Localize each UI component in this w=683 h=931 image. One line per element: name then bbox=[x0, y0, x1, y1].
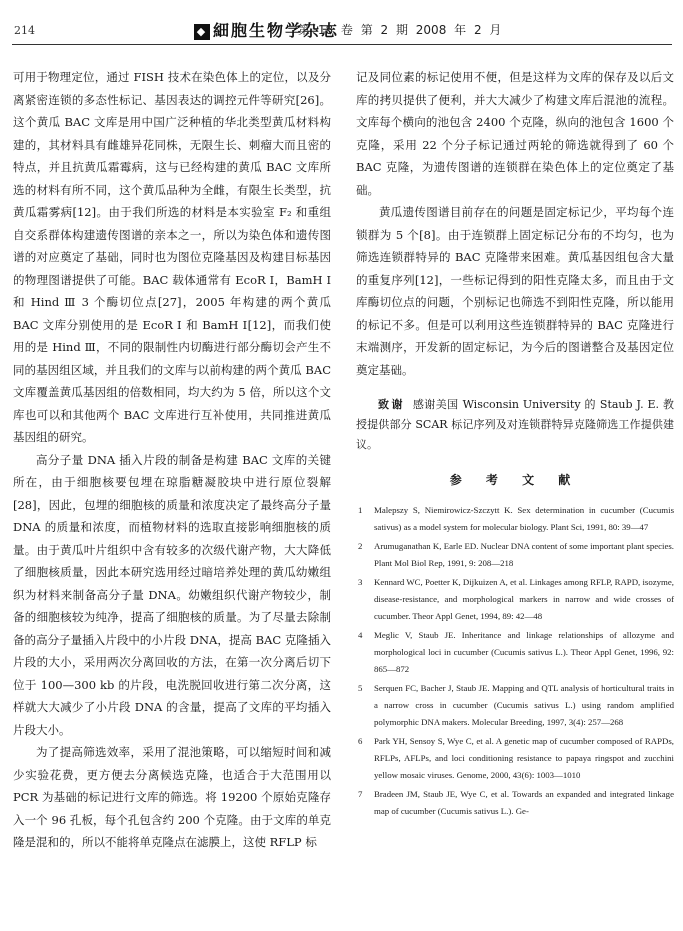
page-number: 214 bbox=[14, 24, 35, 37]
reference-number: 1 bbox=[358, 504, 363, 515]
reference-item bbox=[356, 502, 674, 536]
reference-item bbox=[356, 574, 674, 625]
reference-text: Arumuganathan K, Earle ED. Nuclear DNA content of some important plant species. Plant Mol Biol Rep, 1991, 9: 208—218 bbox=[374, 540, 674, 568]
body-paragraph: 记及同位素的标记使用不便，但是这样为文库的保存及以后文库的拷贝提供了便利，并大大减少了构建文库后混池的流程。文库每个横向的池包含 2400 个克隆，纵向的池包含 1600 个克隆，采用 22 个分子标记通过两轮的筛选就得到了 60 个 BAC 克隆，为遗传图谱的连锁群在染色体上的定位奠定了基础。 bbox=[356, 70, 674, 197]
reference-text: Kennard WC, Poetter K, Dijkuizen A, et al. Linkages among RFLP, RAPD, isozyme, disease-resistance, and morphological markers in narrow and wide crosses of cucumber. Theor Appl Genet, 1994, 89: 42—48 bbox=[374, 576, 674, 621]
reference-text: Bradeen JM, Staub JE, Wye C, et al. Towards an expanded and integrated linkage map of cucumber (Cucumis sativus L.). Ge- bbox=[374, 788, 674, 816]
reference-number: 2 bbox=[358, 540, 363, 551]
journal-name: 細胞生物学杂志 bbox=[213, 21, 340, 40]
body-paragraph: 可用于物理定位，通过 FISH 技术在染色体上的定位，以及分离紧密连锁的多态性标记、基因表达的调控元件等研究[26]。这个黄瓜 BAC 文库是用中国广泛种植的华北类型黄瓜材料构建的，其材料具有雌雄异花同株，无限生长、刺瘤大而且密的特点，并且抗黄瓜霜霉病，这与已经构建的黄瓜 BAC 文库所选的材料有所不同，这个黄瓜品种为全雌，有限生长类型，抗黄瓜霜雾病[12]。由于我们所选的材料是本实验室 F₂ 和重组自交系群体构建遗传图谱的亲本之一，所以为染色体和遗传图谱的对应奠定了基础，同时也为图位克隆基因及构建目标基因的物理图谱提供了可能。BAC 载体通常有 EcoR Ⅰ，BamH Ⅰ和 Hind Ⅲ 3 个酶切位点[27]，2005 年构建的两个黄瓜 BAC 文库分别使用的是 EcoR Ⅰ 和 BamH Ⅰ[12]，而我们使用的是 Hind Ⅲ，不同的限制性内切酶进行部分酶切会产生不同的基因组区域，并且我们的文库与以前构建的两个黄瓜 BAC 文库覆盖黄瓜基因组的倍数相同，均大约为 5 倍，所以这个文库也可以和其他两个 BAC 文库进行互补使用，共同推进黄瓜基因组的研究。 bbox=[13, 70, 331, 444]
reference-text: Malepszy S, Niemirowicz-Szczytt K. Sex determination in cucumber (Cucumis sativus) as a model system for molecular biology. Plant Sci, 1991, 80: 39—47 bbox=[374, 504, 674, 532]
reference-item bbox=[356, 680, 674, 731]
reference-item bbox=[356, 786, 674, 820]
references-title: 参 考 文 献 bbox=[449, 473, 581, 487]
reference-number: 6 bbox=[358, 735, 363, 746]
reference-number: 3 bbox=[358, 576, 363, 587]
acknowledgement-label: 致谢 bbox=[378, 398, 405, 411]
body-paragraph: 黄瓜遗传图谱目前存在的问题是固定标记少，平均每个连锁群为 5 个[8]。由于连锁群上固定标记分布的不均匀，也为筛选连锁群特异的 BAC 克隆带来困难。黄瓜基因组包含大量的重复序列[12]，一些标记得到的阳性克隆太多，而且由于文库酶切位点的问题，个别标记也筛选不到阳性克隆，所以能用的标记不多。但是可以利用这些连锁群特异的 BAC 克隆进行末端测序，开发新的固定标记，为今后的图谱整合及基因定位奠定基础。 bbox=[356, 205, 674, 377]
reference-number: 7 bbox=[358, 788, 363, 799]
reference-item bbox=[356, 733, 674, 784]
body-paragraph: 为了提高筛选效率，采用了混池策略，可以缩短时间和减少实验花费，更方便去分离候选克隆，也适合于大范围用以 PCR 为基础的标记进行文库的筛选。将 19200 个原始克隆存入一个 96 孔板，每个孔包含约 200 个克隆。由于文库的单克隆是混和的，所以不能将单克隆点在滤膜上，这使 RFLP 标 bbox=[13, 745, 331, 849]
reference-item bbox=[356, 538, 674, 572]
right-column bbox=[356, 66, 674, 822]
acknowledgement bbox=[356, 395, 674, 455]
reference-list bbox=[356, 502, 674, 820]
issue-info: 第 18 卷 第 2 期 2008 年 2 月 bbox=[298, 23, 502, 37]
acknowledgement-text: 感谢美国 Wisconsin University 的 Staub J. E. 教授提供部分 SCAR 标记序列及对连锁群特异克隆筛选工作提供建议。 bbox=[356, 398, 674, 451]
header-divider bbox=[12, 44, 672, 45]
reference-text: Meglic V, Staub JE. Inheritance and linkage relationships of allozyme and morphological loci in cucumber (Cucumis sativus L.). Theor Appl Genet, 1996, 92: 865—872 bbox=[374, 629, 674, 674]
page-header bbox=[0, 18, 683, 42]
reference-number: 4 bbox=[358, 629, 363, 640]
reference-text: Serquen FC, Bacher J, Staub JE. Mapping and QTL analysis of horticultural traits in a narrow cross in cucumber (Cucumis sativus L.) using random amplified polymorphic DNA makers. Molecular Breeding, 1997, 3(4): 257—268 bbox=[374, 682, 674, 727]
body-paragraph: 高分子量 DNA 插入片段的制备是构建 BAC 文库的关键所在，由于细胞核要包埋在琼脂糖凝胶块中进行原位裂解[28]，因此，包埋的细胞核的质量和浓度决定了最终高分子量 DNA 的质量和浓度，而植物材料的选取直接影响细胞核的质量。由于黄瓜叶片组织中含有较多的次级代谢产物，大大降低了细胞核质量，因此本研究选用经过暗培养处理的黄瓜幼嫩组织为材料来制备高分子量 DNA。幼嫩组织代谢产物较少，制备的细胞核较为纯净，提高了细胞核的质量。为了尽量去除制备的高分子量插入片段中的小片段 DNA，提高 BAC 克隆插入片段的大小，采用两次分离回收的方法，在第一次分离后切下位于 100—300 kb 的片段，电洗脱回收进行第二次分离，这样就大大减少了小片段 DNA 的含量，提高了文库的平均插入片段大小。 bbox=[13, 452, 331, 737]
reference-text: Park YH, Sensoy S, Wye C, et al. A genetic map of cucumber composed of RAPDs, RFLPs, AFLPs, and loci conditioning resistance to papaya ringspot and zucchini yellow mosaic viruses. Genome, 2000, 43(6): 1003—1010 bbox=[374, 735, 674, 780]
left-column bbox=[13, 66, 331, 854]
reference-item bbox=[356, 627, 674, 678]
reference-number: 5 bbox=[358, 682, 363, 693]
journal-emblem-icon: ◆ bbox=[194, 24, 210, 40]
